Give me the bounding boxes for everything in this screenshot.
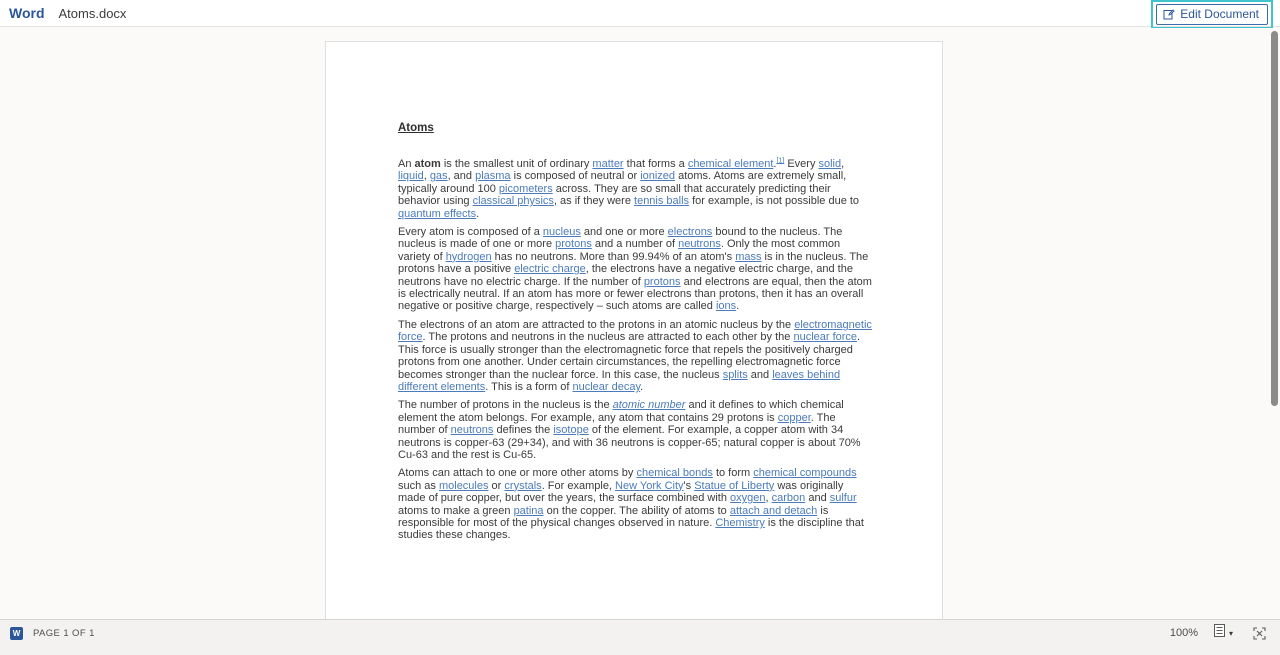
text-run: Atoms can attach to one or more other atoms by — [398, 467, 637, 480]
document-page — [325, 41, 943, 619]
text-run: , as if they were — [553, 195, 635, 208]
doc-link[interactable]: New York City — [615, 479, 684, 492]
text-run: on the copper. The ability of atoms to — [543, 504, 730, 517]
text-run: for example, is not possible due to — [689, 195, 860, 208]
text-run: . — [736, 300, 740, 313]
doc-link[interactable]: splits — [722, 368, 748, 381]
text-run: An — [398, 158, 415, 170]
text-run: , and — [447, 170, 476, 183]
text-run: 's — [683, 479, 695, 492]
text-run: defines the — [493, 424, 554, 437]
paragraph — [398, 158, 872, 220]
doc-link[interactable]: Statue of Liberty — [694, 479, 775, 492]
text-run: and one or more — [580, 226, 668, 239]
doc-link[interactable]: matter — [592, 158, 624, 170]
doc-link[interactable]: protons — [643, 275, 681, 288]
doc-link[interactable]: plasma — [475, 170, 511, 183]
doc-link[interactable]: copper — [777, 411, 811, 424]
document-heading: Atoms — [398, 122, 434, 134]
doc-link[interactable]: ions — [715, 300, 737, 313]
doc-link[interactable]: atomic number — [612, 399, 686, 412]
doc-link[interactable]: isotope — [553, 424, 589, 437]
document-body — [398, 158, 872, 542]
word-app-icon: W — [10, 627, 23, 640]
doc-link[interactable]: patina — [513, 504, 544, 517]
doc-link[interactable]: nucleus — [542, 226, 581, 239]
word-brand-link[interactable]: Word — [9, 5, 45, 21]
text-run: . This force is usually stronger than the electromagnetic force that repels the positively charged protons from one another. Under certain circumstances, the repelling electromagnetic force becomes stronger than the nuclear force. In this case, the nucleus — [398, 331, 861, 381]
text-run: such as — [398, 479, 439, 492]
text-run: was originally made of pure copper, but over the years, the surface combined with — [398, 479, 844, 505]
text-run: atoms to make a green — [398, 504, 514, 517]
status-bar-left — [10, 626, 95, 640]
text-run: is responsible for most of the physical changes observed in nature. — [398, 504, 829, 529]
text-run: and a number of — [591, 238, 679, 251]
doc-link[interactable]: electrons — [667, 226, 713, 239]
text-run: . Only the most common variety of — [398, 238, 841, 263]
doc-link[interactable]: chemical compounds — [753, 467, 857, 480]
doc-link[interactable]: solid — [818, 158, 842, 170]
page-indicator: PAGE 1 OF 1 — [33, 627, 95, 639]
doc-link[interactable]: nuclear force — [793, 331, 858, 344]
doc-link[interactable]: gas — [429, 170, 448, 183]
text-run: has no neutrons. More than 99.94% of an atom's — [491, 250, 736, 263]
edit-document-label: Edit Document — [1180, 7, 1259, 21]
doc-link[interactable]: Chemistry — [715, 516, 765, 529]
text-run: is the discipline that studies these changes. — [398, 516, 864, 542]
doc-link[interactable]: ionized — [640, 170, 676, 183]
text-run: atom — [414, 158, 441, 170]
text-run: , — [765, 492, 772, 505]
edit-document-highlight-box — [1151, 0, 1273, 29]
text-run: and it defines to which chemical element the atom belongs. For example, any atom that contains 29 protons is — [398, 399, 844, 424]
text-run: across. They are so small that accurately predicting their behavior using — [398, 182, 831, 208]
doc-link[interactable]: [1] — [776, 157, 785, 165]
text-run: and electrons are equal, then the atom is electrically neutral. If an atom has more or fewer electrons than protons, then it has an overall negative or positive charge, respectively – such atoms are called — [398, 275, 872, 313]
status-bar — [0, 619, 1280, 655]
text-run: . The protons and neutrons in the nucleus are attracted to each other by the — [422, 331, 794, 344]
doc-link[interactable]: chemical element — [687, 158, 774, 170]
doc-link[interactable]: protons — [555, 238, 592, 251]
doc-link[interactable]: carbon — [771, 492, 806, 505]
doc-link[interactable]: crystals — [504, 479, 542, 492]
document-title: Atoms.docx — [58, 5, 127, 21]
text-run: and — [747, 368, 773, 381]
chevron-down-icon: ▾ — [1228, 628, 1233, 638]
status-bar-right — [1170, 626, 1266, 640]
text-run: , — [841, 158, 845, 170]
text-run: and — [805, 492, 830, 505]
text-run: atoms. Atoms are extremely small, typically around 100 — [398, 170, 847, 195]
doc-link[interactable]: leaves behind different elements — [398, 368, 841, 393]
doc-link[interactable]: molecules — [438, 479, 489, 492]
text-run: . — [476, 207, 480, 220]
doc-link[interactable]: oxygen — [730, 492, 766, 505]
text-run: is composed of neutral or — [510, 170, 641, 183]
doc-link[interactable]: sulfur — [829, 492, 857, 505]
text-run: . — [640, 380, 644, 393]
text-run: Every atom is composed of a — [398, 226, 543, 239]
paragraph — [398, 319, 872, 393]
document-canvas — [0, 28, 1280, 619]
text-run: is in the nucleus. The protons have a positive — [398, 250, 869, 276]
text-run: is the smallest unit of ordinary — [440, 158, 593, 170]
vertical-scrollbar-thumb[interactable] — [1271, 31, 1278, 406]
doc-link[interactable]: nuclear decay — [572, 380, 641, 393]
text-run: . The number of — [398, 411, 836, 437]
doc-link[interactable]: mass — [735, 250, 762, 263]
doc-link[interactable]: quantum effects — [398, 207, 477, 220]
paragraph — [398, 399, 872, 461]
doc-link[interactable]: electromagnetic force — [398, 318, 872, 344]
paragraph — [398, 467, 872, 541]
doc-link[interactable]: tennis balls — [634, 195, 690, 208]
text-run: of the element. For example, a copper atom with 34 neutrons is copper-63 (29+34), and with 36 neutrons is copper-65; natural copper is about 70% Cu-63 and the rest is Cu-65. — [398, 424, 861, 461]
doc-link[interactable]: classical physics — [472, 195, 554, 208]
text-run: Every — [784, 158, 819, 170]
doc-link[interactable]: picometers — [498, 182, 553, 195]
text-run: . This is a form of — [485, 380, 573, 393]
text-run: bound to the nucleus. The nucleus is made of one or more — [398, 226, 843, 251]
paragraph — [398, 226, 872, 313]
page-view-dropdown[interactable] — [1214, 624, 1233, 642]
text-run: The electrons of an atom are attracted to the protons in an atomic nucleus by the — [398, 318, 795, 331]
doc-link[interactable]: chemical bonds — [636, 467, 713, 480]
doc-link[interactable]: electric charge — [514, 263, 586, 276]
text-run: , the electrons have a negative electric charge, and the neutrons have no electric charge. If the number of — [398, 263, 853, 288]
doc-link[interactable]: liquid — [398, 170, 424, 183]
doc-link[interactable]: attach and detach — [729, 504, 818, 517]
zoom-level[interactable]: 100% — [1169, 627, 1198, 639]
edit-document-button[interactable] — [1156, 4, 1268, 25]
text-run: to form — [712, 467, 754, 480]
text-run: that forms a — [623, 158, 688, 170]
doc-link[interactable]: hydrogen — [445, 250, 492, 263]
fullscreen-button[interactable] — [1253, 627, 1266, 640]
doc-link[interactable]: neutrons — [678, 238, 721, 251]
text-run: The number of protons in the nucleus is the — [398, 399, 613, 412]
text-run: or — [488, 479, 505, 492]
top-bar — [0, 0, 1280, 27]
text-run: . — [773, 158, 777, 170]
text-run: , — [423, 170, 430, 183]
page-view-icon — [1214, 624, 1225, 642]
doc-link[interactable]: neutrons — [450, 424, 494, 437]
edit-document-icon — [1163, 8, 1175, 20]
text-run: . For example, — [541, 479, 616, 492]
